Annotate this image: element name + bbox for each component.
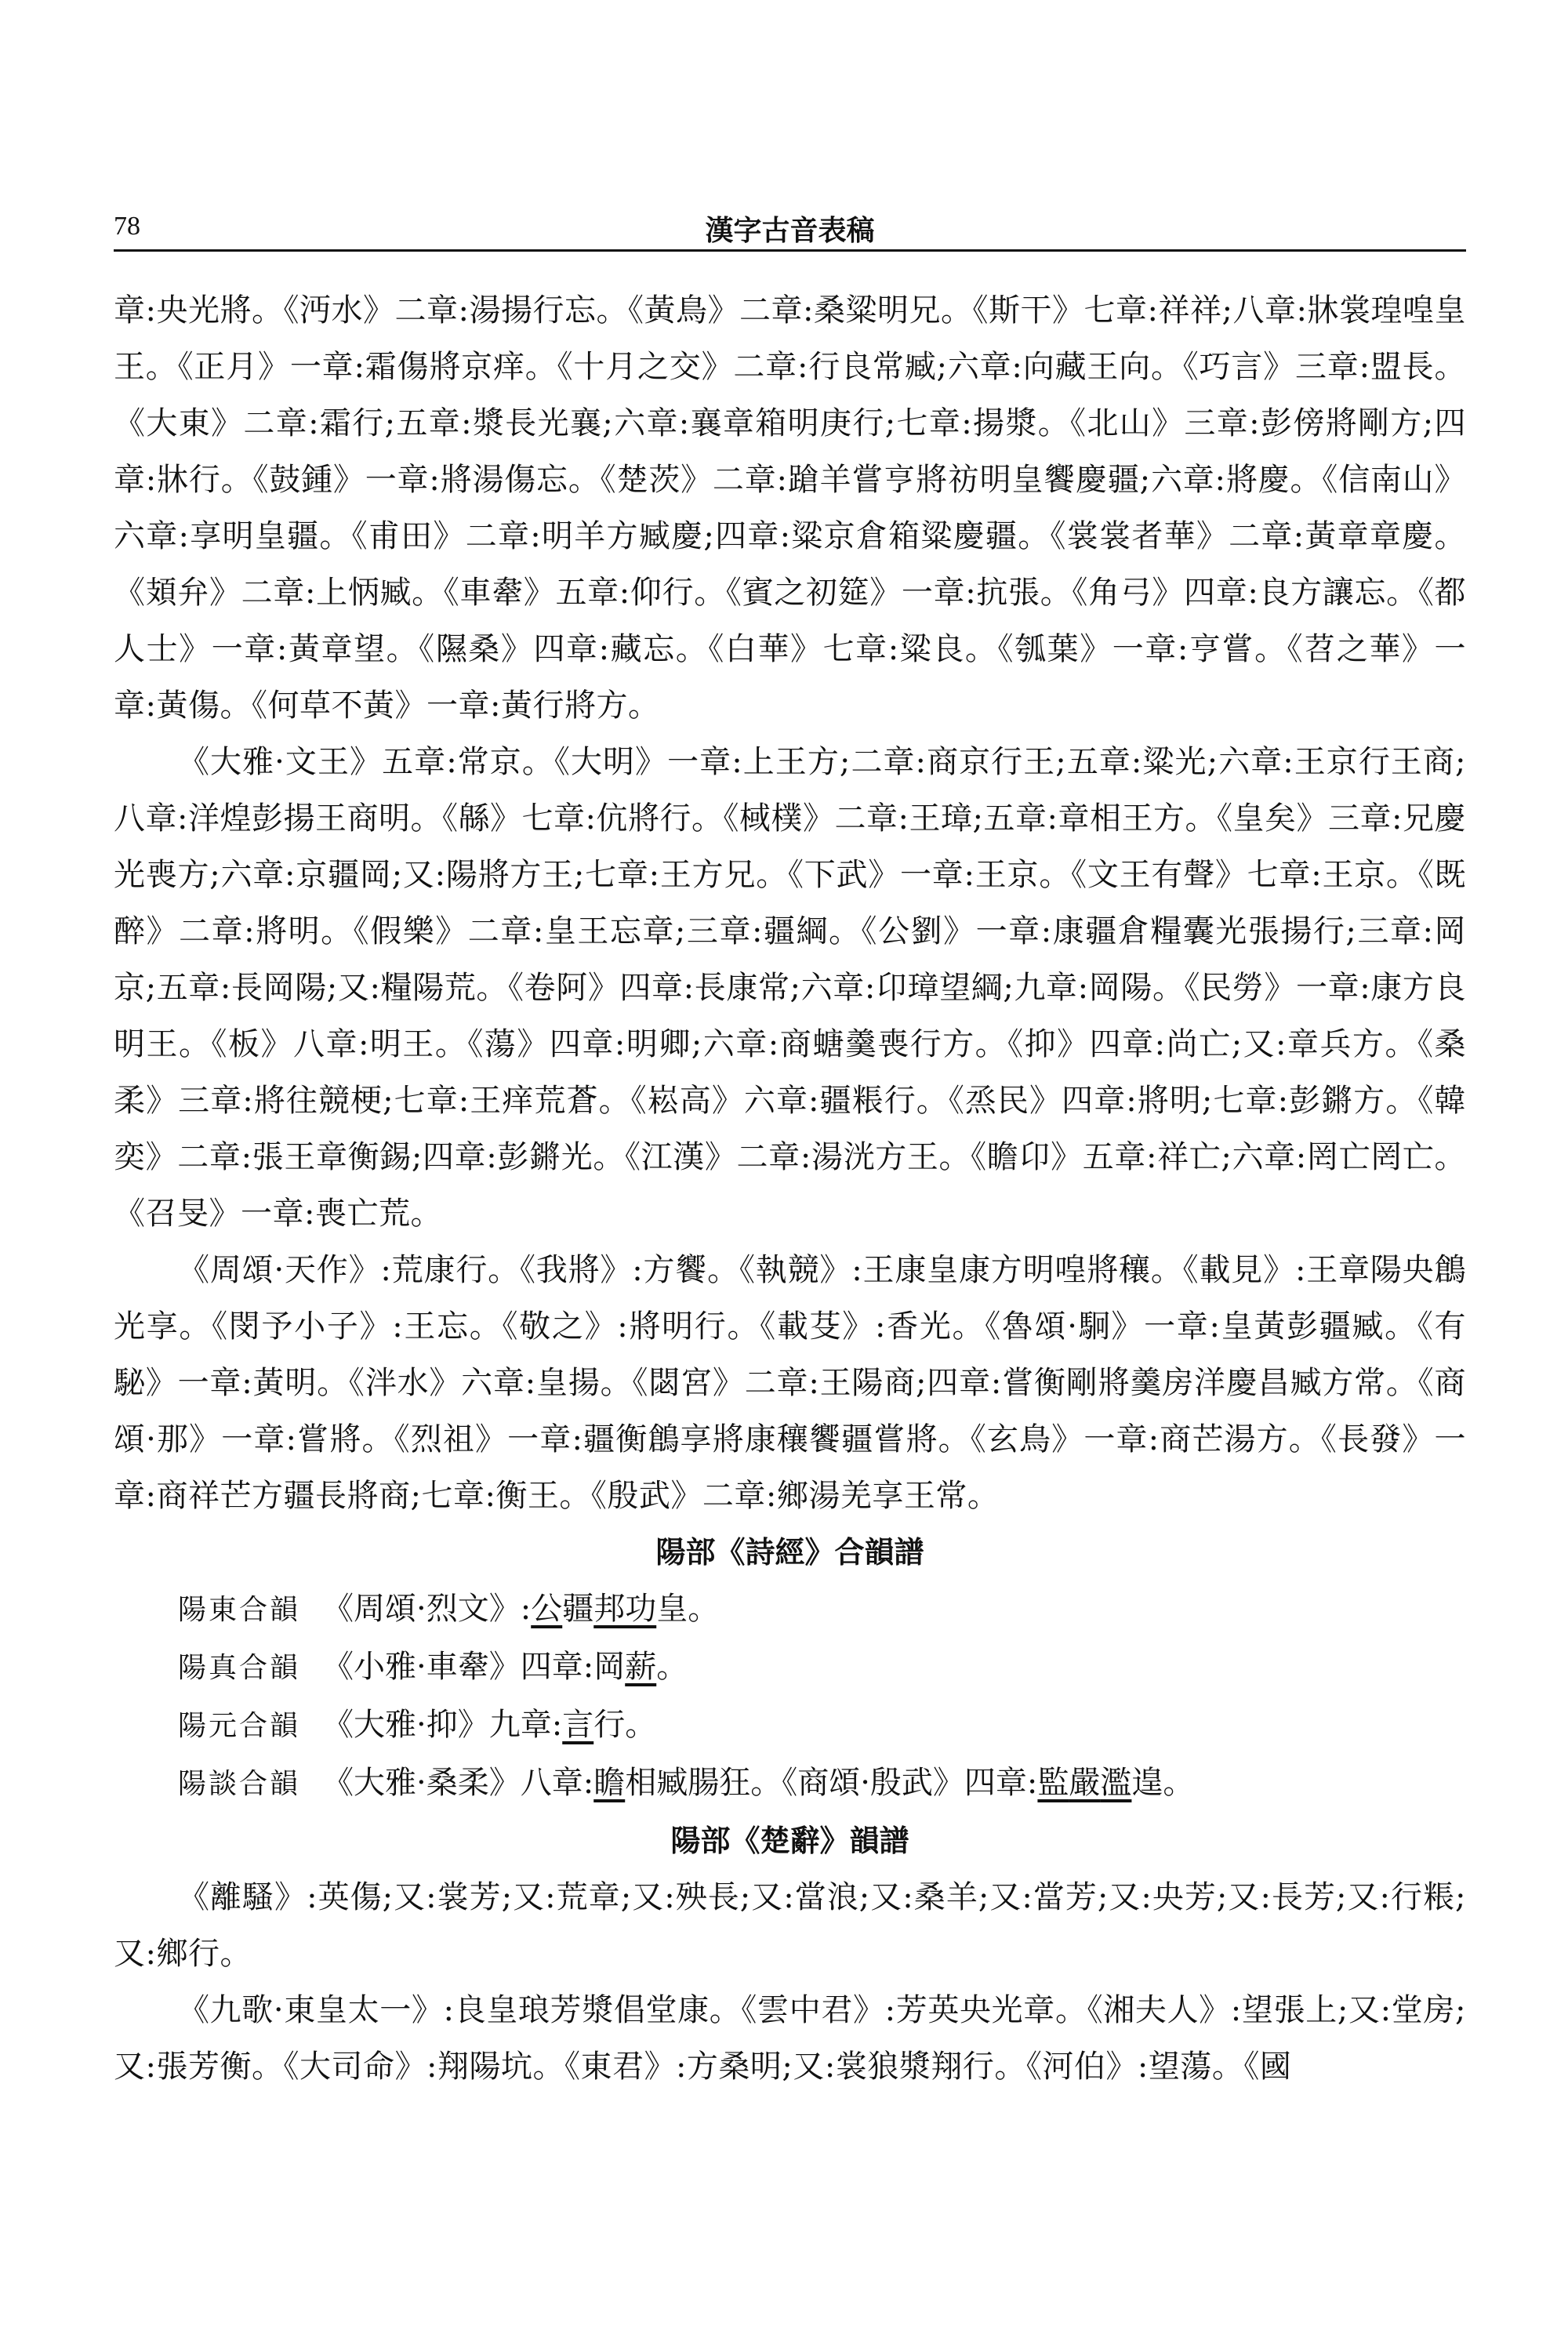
underlined-char: 邦功 [593, 1591, 657, 1627]
underlined-char: 言 [562, 1707, 594, 1743]
paragraph-jiuge: 《九歌·東皇太一》:良皇琅芳漿倡堂康。《雲中君》:芳英央光章。《湘夫人》:望張上;又:堂房;又:張芳衡。《大司命》:翔陽坑。《東君》:方桑明;又:裳狼漿翔行。《河伯》:望蕩。《國 [114, 1992, 1466, 2085]
heyun-entry-yang-yuan: 陽元合韻 《大雅·抑》九章:言行。 [178, 1707, 657, 1743]
paragraph-song: 《周頌·天作》:荒康行。《我將》:方饗。《執競》:王康皇康方明喤將穰。《載見》:王章陽央鶬光享。《閔予小子》:王忘。《敬之》:將明行。《載芟》:香光。《魯頌·駉》一章:皇黃彭疆臧。《有駜》一章:黃明。《泮水》六章:皇揚。《閟宮》二章:王陽商;四章:嘗衡剛將羹房洋慶昌臧方常。《商頌·那》一章:嘗將。《烈祖》一章:疆衡鶬享將康穰饗疆嘗將。《玄鳥》一章:商芒湯方。《長發》一章:商祥芒方疆長將商;七章:衡王。《殷武》二章:鄉湯羌享王常。 [114, 1252, 1466, 1514]
section-title-chuci: 陽部《楚辭》韻譜 [670, 1823, 909, 1858]
paragraph-daya: 《大雅·文王》五章:常京。《大明》一章:上王方;二章:商京行王;五章:粱光;六章:王京行王商;八章:洋煌彭揚王商明。《緜》七章:伉將行。《棫樸》二章:王璋;五章:章相王方。《皇矣》三章:兄慶光喪方;六章:京疆岡;又:陽將方王;七章:王方兄。《下武》一章:王京。《文王有聲》七章:王京。《既醉》二章:將明。《假樂》二章:皇王忘章;三章:疆綱。《公劉》一章:康疆倉糧囊光張揚行;三章:岡京;五章:長岡陽;又:糧陽荒。《卷阿》四章:長康常;六章:卬璋望綱;九章:岡陽。《民勞》一章:康方良明王。《板》八章:明王。《蕩》四章:明卿;六章:商螗羹喪行方。《抑》四章:尚亡;又:章兵方。《桑柔》三章:將往競梗;七章:王痒荒蒼。《崧高》六章:疆粻行。《烝民》四章:將明;七章:彭鏘方。《韓奕》二章:張王章衡錫;四章:彭鏘光。《江漢》二章:湯洸方王。《瞻卬》五章:祥亡;六章:罔亡罔亡。《召旻》一章:喪亡荒。 [114, 744, 1466, 1232]
heyun-label: 陽元合韻 [178, 1710, 301, 1742]
underlined-char: 薪 [625, 1649, 657, 1685]
underlined-char: 嚴 [1069, 1765, 1101, 1801]
running-title: 漢字古音表稿 [705, 214, 875, 247]
heyun-entry-yang-dong: 陽東合韻 《周頌·烈文》:公疆邦功皇。 [178, 1591, 720, 1627]
page-body [114, 282, 1466, 2095]
heyun-entry-yang-zhen: 陽真合韻 《小雅·車舝》四章:岡薪。 [178, 1649, 688, 1685]
section-title-shijing-heyun: 陽部《詩經》合韻譜 [655, 1534, 924, 1570]
heyun-entry-yang-tan: 陽談合韻 《大雅·桑柔》八章:瞻相臧腸狂。《商頌·殷武》四章:監嚴濫遑。 [178, 1765, 1195, 1801]
paragraph-xiaoya: 章:央光將。《沔水》二章:湯揚行忘。《黃鳥》二章:桑粱明兄。《斯干》七章:祥祥;八章:牀裳瑝喤皇王。《正月》一章:霜傷將京痒。《十月之交》二章:行良常臧;六章:向藏王向。《巧言》三章:盟長。《大東》二章:霜行;五章:漿長光襄;六章:襄章箱明庚行;七章:揚漿。《北山》三章:彭傍將剛方;四章:牀行。《鼓鍾》一章:將湯傷忘。《楚茨》二章:蹌羊嘗亨將祊明皇饗慶疆;六章:將慶。《信南山》六章:享明皇疆。《甫田》二章:明羊方臧慶;四章:粱京倉箱粱慶疆。《裳裳者華》二章:黃章章慶。《頍弁》二章:上怲臧。《車舝》五章:仰行。《賓之初筵》一章:抗張。《角弓》四章:良方讓忘。《都人士》一章:黃章望。《隰桑》四章:藏忘。《白華》七章:粱良。《瓠葉》一章:亨嘗。《苕之華》一章:黃傷。《何草不黃》一章:黃行將方。 [114, 292, 1466, 724]
underlined-char: 監 [1037, 1765, 1069, 1801]
underlined-char: 濫 [1100, 1765, 1132, 1801]
heyun-label: 陽真合韻 [178, 1652, 301, 1684]
underlined-char: 瞻 [593, 1765, 626, 1801]
paragraph-lisao: 《離騷》:英傷;又:裳芳;又:荒章;又:殃長;又:當浪;又:桑羊;又:當芳;又:央芳;又:長芳;又:行粻;又:鄉行。 [114, 1879, 1466, 1972]
page-header [114, 212, 1466, 252]
heyun-label: 陽東合韻 [178, 1594, 301, 1626]
heyun-label: 陽談合韻 [178, 1768, 301, 1800]
underlined-char: 公 [531, 1591, 563, 1627]
page-number: 78 [114, 212, 140, 241]
